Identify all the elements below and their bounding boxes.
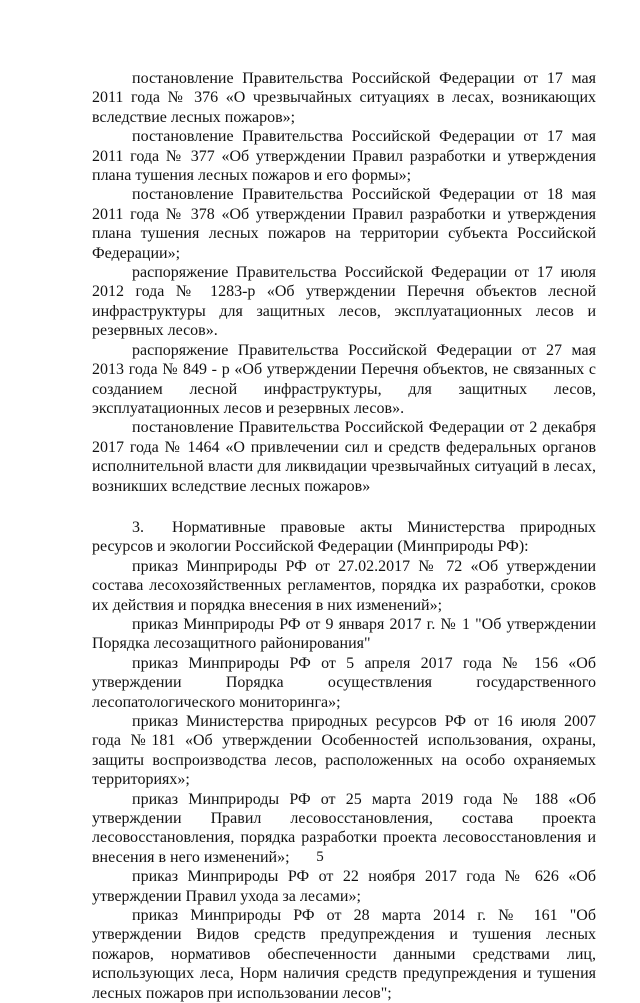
act-paragraph: приказ Министерства природных ресурсов РФ от 16 июля 2007 года №181 «Об утверждении Особенностей использования, охраны, защиты воспроизводства лесов, расположенных на особо охраняемых территориях»;	[92, 713, 596, 789]
act-paragraph: постановление Правительства Российской Федерации от 17 мая 2011 года № 376 «О чрезвычайных ситуациях в лесах, возникающих вследствие лесных пожаров»;	[92, 70, 596, 126]
section-title: Нормативные правовые акты Министерства природных ресурсов и экологии Российской Федерации (Минприроды РФ):	[92, 518, 596, 556]
act-paragraph: постановление Правительства Российской Федерации от 17 мая 2011 года № 377 «Об утверждении Правил разработки и утверждения плана тушения лесных пожаров и его формы»;	[92, 128, 596, 185]
act-paragraph: постановление Правительства Российской Федерации от 2 декабря 2017 года № 1464 «О привлечении сил и средств федеральных органов исполнительной власти для ликвидации чрезвычайных ситуаций в лесах, возникших вследствие лесных пожаров»	[92, 419, 596, 495]
act-paragraph: постановление Правительства Российской Федерации от 18 мая 2011 года № 378 «Об утверждении Правил разработки и утверждения плана тушения лесных пожаров на территории субъекта Российской Федерации»;	[92, 186, 596, 262]
act-paragraph: распоряжение Правительства Российской Федерации от 27 мая 2013 года № 849 - р «Об утверждении Перечня объектов, не связанных с созданием лесной инфраструктуры, для защитных лесов, эксплуатационных лесов и резервных лесов».	[92, 341, 596, 417]
section-spacer	[92, 496, 596, 518]
act-paragraph: приказ Минприроды РФ от 5 апреля 2017 года № 156 «Об утверждении Порядка осуществления государственного лесопатологического мониторинга»;	[92, 654, 596, 711]
act-paragraph: приказ Минприроды РФ от 9 января 2017 г. № 1 "Об утверждении Порядка лесозащитного районирования"	[92, 615, 596, 653]
section-number: 3.	[132, 518, 144, 536]
act-paragraph: распоряжение Правительства Российской Федерации от 17 июля 2012 года № 1283-р «Об утверждении Перечня объектов лесной инфраструктуры для защитных лесов, эксплуатационных лесов и резервных лесов».	[92, 264, 596, 340]
page-number: 5	[316, 849, 324, 865]
act-paragraph: приказ Минприроды РФ от 27.02.2017 № 72 «Об утверждении состава лесохозяйственных регламентов, порядка их разработки, сроков их действия и порядка внесения в них изменений»;	[92, 557, 596, 614]
act-paragraph: приказ Минприроды РФ от 22 ноября 2017 года № 626 «Об утверждении Правил ухода за лесами»;	[92, 868, 596, 905]
act-paragraph: приказ Минприроды РФ от 25 марта 2019 года № 188 «Об утверждении Правил лесовосстановления, состава проекта лесовосстановления, порядка разработки проекта лесовосстановления и внесения в него изменений»;	[92, 790, 596, 866]
section-heading	[92, 518, 596, 557]
act-paragraph: приказ Минприроды РФ от 28 марта 2014 г. № 161 "Об утверждении Видов средств предупреждения и тушения лесных пожаров, нормативов обеспеченности данными средствами лиц, использующих леса, Норм наличия средств предупреждения и тушения лесных пожаров при использовании лесов";	[92, 907, 596, 1002]
